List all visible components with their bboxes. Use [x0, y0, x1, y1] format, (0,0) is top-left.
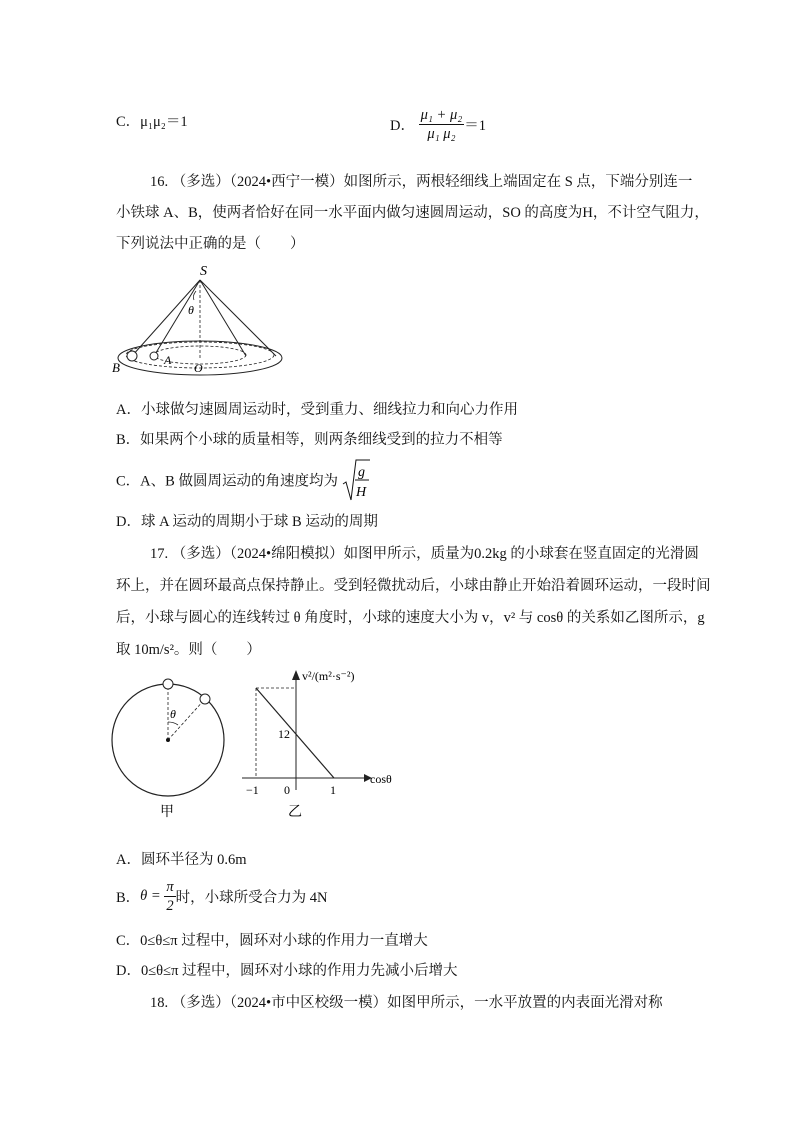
center-dot [166, 738, 170, 742]
q17-option-b-text: 时，小球所受合力为 4N [175, 890, 328, 906]
q18-line-1: 18. （多选）（2024•市中区校级一模）如图甲所示，一水平放置的内表面光滑对称 [150, 995, 663, 1011]
sqrt-symbol [342, 458, 370, 502]
q16-option-c [116, 458, 370, 502]
q17-option-b-numerator: π [166, 879, 174, 895]
q17-option-d: D．0≤θ≤π 过程中，圆环对小球的作用力先减小后增大 [116, 963, 458, 979]
q17-option-b-denominator: 2 [166, 898, 174, 914]
string-a-right [200, 280, 246, 356]
prev-option-d [390, 106, 486, 143]
prev-option-d-eq: ＝1 [464, 118, 487, 134]
string-b-left [132, 280, 200, 356]
string-b-right [200, 280, 276, 356]
figure-jia-caption: 甲 [160, 805, 174, 820]
label-o: O [194, 361, 203, 375]
theta-arc-ring [168, 722, 178, 725]
q16-option-a: A．小球做匀速圆周运动时，受到重力、细线拉力和向心力作用 [116, 402, 518, 418]
q16-line-2: 小铁球 A、B，使两者恰好在同一水平面内做匀速圆周运动，SO 的高度为H，不计空气阻力， [116, 205, 709, 221]
q17-option-b-theta: θ = [140, 888, 161, 904]
ring-theta-label: θ [170, 707, 176, 721]
v2-line [256, 688, 334, 778]
q17-line-4: 取 10m/s²。则（ ） [116, 642, 261, 658]
q17-ring-figure [108, 672, 238, 822]
y-axis-arrow [292, 670, 300, 680]
q16-cone-figure [108, 258, 308, 383]
q17-option-b [116, 878, 327, 915]
theta-arc [193, 291, 196, 300]
prev-option-d-denominator: μ₁ μ₂ [427, 126, 456, 142]
prev-option-d-label: D． [390, 118, 415, 134]
tick-12: 12 [278, 727, 290, 741]
tick-neg-1: −1 [246, 783, 259, 797]
figure-yi-caption: 乙 [288, 805, 302, 820]
q16-option-d: D．球 A 运动的周期小于球 B 运动的周期 [116, 514, 378, 530]
q16-line-1: 16. （多选）（2024•西宁一模）如图所示，两根轻细线上端固定在 S 点，下端分别连一 [150, 174, 693, 190]
q16-option-c-text: C．A、B 做圆周运动的角速度均为 [116, 473, 338, 490]
y-axis-label: v²/(m²·s⁻²) [302, 669, 355, 683]
q17-option-c: C．0≤θ≤π 过程中，圆环对小球的作用力一直增大 [116, 933, 428, 949]
label-s: S [200, 264, 207, 279]
q16-option-b: B．如果两个小球的质量相等，则两条细线受到的拉力不相等 [116, 432, 503, 448]
q17-graph [238, 664, 398, 824]
ball-a [150, 352, 158, 360]
x-axis-label: cosθ [370, 772, 392, 786]
prev-option-d-fraction [419, 106, 465, 143]
prev-option-c-label: C． [116, 114, 141, 130]
q16-option-c-denominator: H [355, 485, 366, 500]
q17-option-b-fraction [164, 878, 175, 915]
q17-line-1: 17. （多选）（2024•绵阳模拟）如图甲所示，质量为0.2kg 的小球套在竖直固定的光滑圆 [150, 546, 699, 562]
q16-line-3: 下列说法中正确的是（ ） [116, 236, 305, 252]
tick-1: 1 [330, 783, 336, 797]
prev-option-c-expr: μ₁μ₂＝1 [140, 114, 188, 130]
ball-top [163, 679, 173, 689]
string-a-left [154, 280, 200, 356]
label-a: A [164, 353, 172, 367]
ball-moved [200, 694, 210, 704]
q17-line-3: 后，小球与圆心的连线转过 θ 角度时，小球的速度大小为 v，v² 与 cosθ 的关系如乙图所示，g [116, 610, 705, 626]
prev-option-d-numerator: μ₁ + μ₂ [420, 107, 463, 123]
tick-0: 0 [284, 783, 290, 797]
q16-option-c-numerator: g [357, 465, 365, 480]
label-theta: θ [188, 303, 194, 317]
q17-option-b-label: B． [116, 890, 141, 906]
prev-option-c [116, 110, 188, 131]
q17-line-2: 环上，并在圆环最高点保持静止。受到轻微扰动后，小球由静止开始沿着圆环运动，一段时间 [116, 578, 711, 594]
label-b: B [112, 360, 120, 375]
ball-b [127, 351, 137, 361]
q17-option-a: A．圆环半径为 0.6m [116, 852, 247, 868]
